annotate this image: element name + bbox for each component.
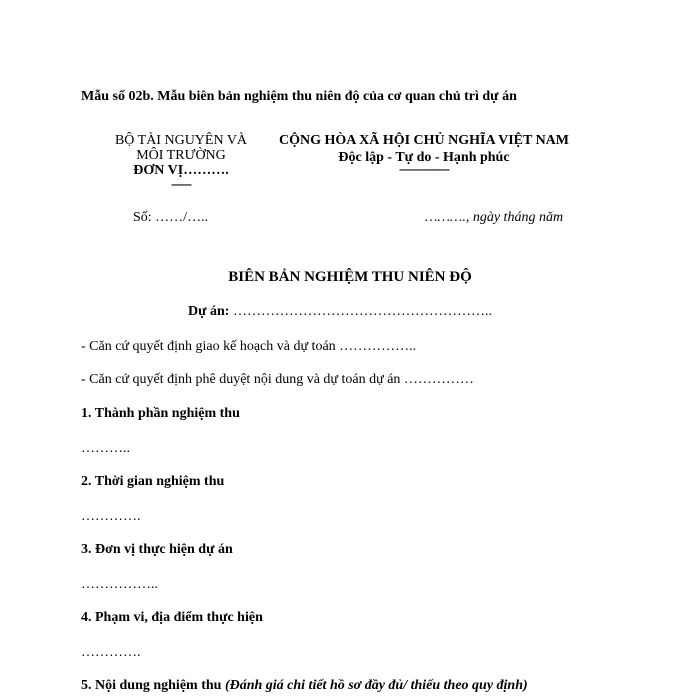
ministry-header bbox=[88, 133, 274, 192]
section-content: ……….. bbox=[81, 441, 130, 456]
country-name: CỘNG HÒA XÃ HỘI CHỦ NGHĨA VIỆT NAM bbox=[278, 133, 569, 148]
national-motto: Độc lập - Tự do - Hạnh phúc bbox=[338, 150, 510, 165]
section-note: (Đánh giá chi tiết hồ sơ đầy đủ/ thiếu theo quy định) bbox=[224, 678, 528, 693]
basis-item: - Căn cứ quyết định phê duyệt nội dung và dự toán dự án …………… bbox=[81, 372, 474, 387]
ministry-name-line2: MÔI TRƯỜNG bbox=[136, 148, 226, 163]
section-title: 3. Đơn vị thực hiện dự án bbox=[81, 542, 233, 557]
section-5-line bbox=[81, 678, 528, 694]
document-title: BIÊN BẢN NGHIỆM THU NIÊN ĐỘ bbox=[228, 269, 472, 285]
national-header bbox=[266, 133, 582, 177]
ministry-name-line1: BỘ TÀI NGUYÊN VÀ bbox=[114, 133, 248, 148]
project-label: Dự án: bbox=[188, 304, 230, 319]
section-title: 1. Thành phần nghiệm thu bbox=[81, 406, 240, 421]
unit-name: ĐƠN VỊ………. bbox=[133, 163, 229, 178]
section-content: …………. bbox=[81, 509, 141, 524]
document-number: Số: ……/….. bbox=[133, 210, 209, 225]
section-title: 2. Thời gian nghiệm thu bbox=[81, 474, 225, 489]
form-heading: Mẫu số 02b. Mẫu biên bản nghiệm thu niên độ của cơ quan chủ trì dự án bbox=[81, 89, 517, 104]
project-line bbox=[188, 304, 492, 320]
project-dots: ……………………………………………….. bbox=[229, 304, 492, 319]
section-title: 4. Phạm vi, địa điểm thực hiện bbox=[81, 610, 263, 625]
left-divider: ------ bbox=[171, 176, 191, 191]
basis-item: - Căn cứ quyết định giao kế hoạch và dự toán …………….. bbox=[81, 339, 417, 354]
section-content: …………….. bbox=[81, 577, 158, 592]
right-divider: --------------- bbox=[399, 161, 449, 176]
document-date: ………., ngày tháng năm bbox=[425, 210, 564, 225]
section-content: …………. bbox=[81, 645, 141, 660]
section-title: 5. Nội dung nghiệm thu bbox=[81, 678, 222, 693]
